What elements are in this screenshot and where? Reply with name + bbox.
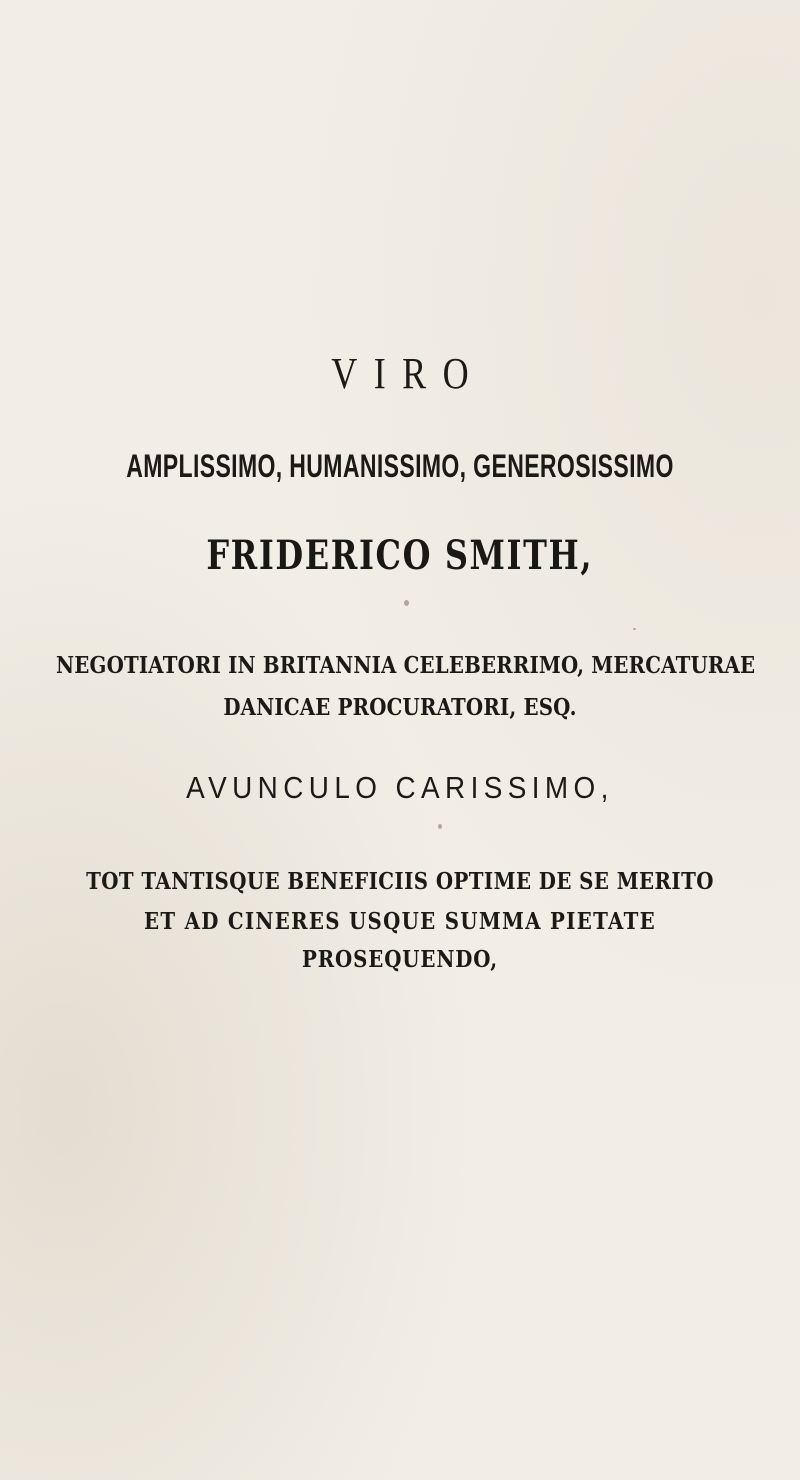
ink-speck	[404, 600, 409, 606]
description-line-2: DANICAE PROCURATORI, ESQ.	[223, 694, 577, 721]
closing-line-3: PROSEQUENDO,	[302, 946, 498, 973]
dedication-line: AVUNCULO CARISSIMO,	[186, 770, 614, 805]
closing-line-1: TOT TANTISQUE BENEFICIIS OPTIME DE SE MERITO	[86, 868, 714, 895]
description-line-1: NEGOTIATORI IN BRITANNIA CELEBERRIMO, MERCATURAE	[56, 652, 756, 679]
closing-line-2: ET AD CINERES USQUE SUMMA PIETATE	[144, 908, 656, 935]
ink-speck	[438, 824, 442, 829]
epithets-line: AMPLISSIMO, HUMANISSIMO, GENEROSISSIMO	[126, 448, 674, 484]
honoree-name	[0, 532, 800, 579]
ink-speck	[633, 628, 636, 630]
honoree-name-text: FRIDERICO SMITH,	[206, 532, 594, 579]
page-heading: VIRO	[331, 349, 486, 398]
